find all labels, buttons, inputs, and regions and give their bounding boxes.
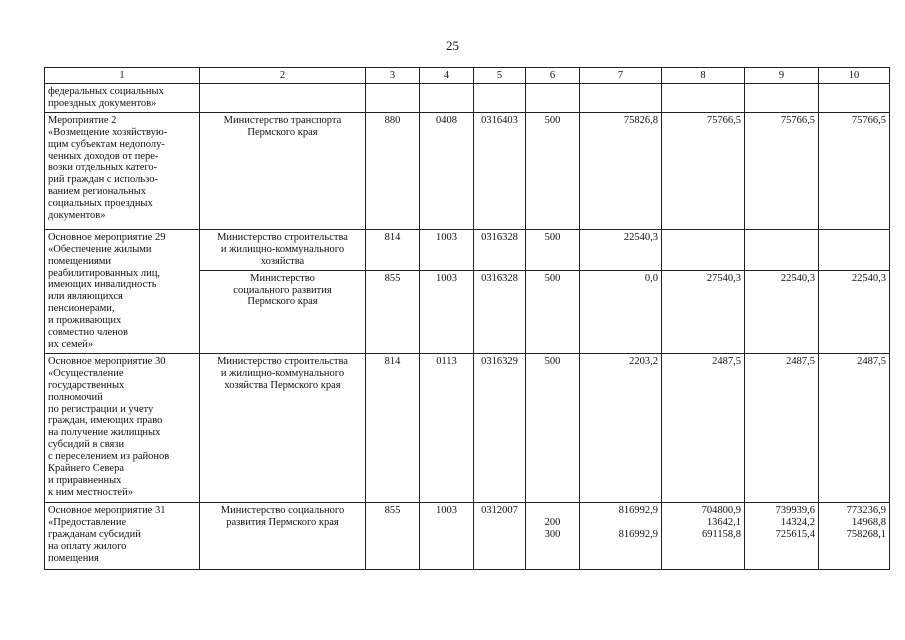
code-expense-type: 500 (526, 229, 580, 270)
cell-line (529, 505, 576, 517)
table-row (45, 502, 890, 569)
header-col-1: 1 (45, 68, 200, 84)
page-number: 25 (446, 38, 459, 53)
amount-col-10 (819, 502, 890, 569)
amount-col-7: 75826,8 (580, 112, 662, 229)
header-col-4: 4 (420, 68, 474, 84)
measure-name: федеральных социальных проездных документов» (45, 84, 200, 113)
amount-col-10: 2487,5 (819, 353, 890, 502)
header-col-5: 5 (474, 68, 526, 84)
ministry-name: Министерство строительства и жилищно-коммунального хозяйства (200, 229, 366, 270)
table-cell (745, 229, 819, 270)
table-cell (745, 84, 819, 113)
amount-col-10: 22540,3 (819, 270, 890, 353)
code-grbs: 814 (366, 229, 420, 270)
header-row (45, 68, 890, 84)
ministry-name: Министерство строительства и жилищно-коммунального хозяйства Пермского края (200, 353, 366, 502)
code-expense-type: 500 (526, 112, 580, 229)
measure-name: Мероприятие 2 «Возмещение хозяйствую- щим субъектам недополу- ченных доходов от пере- возки отдельных катего- рий граждан с использо- ванием региональных социальных проездных документов» (45, 112, 200, 229)
cell-line: 13642,1 (706, 516, 741, 528)
amount-col-8: 27540,3 (662, 270, 745, 353)
measure-name: Основное мероприятие 30 «Осуществление государственных полномочий по регистрации и учету граждан, имеющих право на получение жилищных субсидий в связи с переселением из районов Крайнего Севера и приравненных к ним местностей» (45, 353, 200, 502)
table-cell (200, 84, 366, 113)
cell-line: 773236,9 (846, 504, 886, 516)
code-grbs: 880 (366, 112, 420, 229)
code-section: 1003 (420, 502, 474, 569)
cell-line: 816992,9 (618, 528, 658, 540)
cell-line: 200 (544, 516, 561, 528)
code-section: 1003 (420, 270, 474, 353)
cell-line: 691158,8 (702, 528, 741, 540)
amount-col-9: 75766,5 (745, 112, 819, 229)
amount-col-8: 2487,5 (662, 353, 745, 502)
ministry-name: Министерство социального развития Пермского края (200, 270, 366, 353)
ministry-name: Министерство транспорта Пермского края (200, 112, 366, 229)
amount-col-8 (662, 502, 745, 569)
budget-table (44, 67, 890, 570)
code-section: 1003 (420, 229, 474, 270)
cell-line: 14968,8 (851, 516, 886, 528)
code-section: 0408 (420, 112, 474, 229)
code-grbs: 855 (366, 270, 420, 353)
amount-col-8: 75766,5 (662, 112, 745, 229)
cell-line: 300 (544, 528, 561, 540)
header-col-8: 8 (662, 68, 745, 84)
header-col-9: 9 (745, 68, 819, 84)
amount-col-7: 2203,2 (580, 353, 662, 502)
table-row (45, 353, 890, 502)
amount-col-9 (745, 502, 819, 569)
code-target: 0316329 (474, 353, 526, 502)
header-col-6: 6 (526, 68, 580, 84)
code-target: 0316403 (474, 112, 526, 229)
table-cell (366, 84, 420, 113)
header-col-7: 7 (580, 68, 662, 84)
table-row (45, 229, 890, 270)
code-expense-type: 500 (526, 353, 580, 502)
amount-col-7 (580, 502, 662, 569)
table-row (45, 84, 890, 113)
amount-col-10: 75766,5 (819, 112, 890, 229)
table-cell (819, 229, 890, 270)
header-col-3: 3 (366, 68, 420, 84)
code-target: 0312007 (474, 502, 526, 569)
cell-line: 704800,9 (701, 504, 741, 516)
table-cell (662, 229, 745, 270)
code-grbs: 855 (366, 502, 420, 569)
table-cell (819, 84, 890, 113)
amount-col-7: 0,0 (580, 270, 662, 353)
table-cell (474, 84, 526, 113)
table-cell (662, 84, 745, 113)
cell-line (583, 517, 658, 529)
cell-line: 816992,9 (618, 504, 658, 516)
code-target: 0316328 (474, 270, 526, 353)
amount-col-9: 2487,5 (745, 353, 819, 502)
ministry-name: Министерство социального развития Пермского края (200, 502, 366, 569)
amount-col-7: 22540,3 (580, 229, 662, 270)
code-expense-type: 500 (526, 270, 580, 353)
amount-col-9: 22540,3 (745, 270, 819, 353)
table-row (45, 112, 890, 229)
table-cell (580, 84, 662, 113)
cell-line: 14324,2 (780, 516, 815, 528)
code-target: 0316328 (474, 229, 526, 270)
table-cell (420, 84, 474, 113)
measure-name: Основное мероприятие 29 «Обеспечение жилыми помещениями реабилитированных лиц, имеющих инвалидность или являющихся пенсионерами, и проживающих совместно членов их семей» (45, 229, 200, 353)
code-grbs: 814 (366, 353, 420, 502)
cell-line: 758268,1 (846, 528, 886, 540)
cell-line: 725615,4 (775, 528, 815, 540)
header-col-2: 2 (200, 68, 366, 84)
measure-name: Основное мероприятие 31 «Предоставление гражданам субсидий на оплату жилого помещения (45, 502, 200, 569)
cell-line: 739939,6 (775, 504, 815, 516)
code-expense-type (526, 502, 580, 569)
table-cell (526, 84, 580, 113)
header-col-10: 10 (819, 68, 890, 84)
code-section: 0113 (420, 353, 474, 502)
